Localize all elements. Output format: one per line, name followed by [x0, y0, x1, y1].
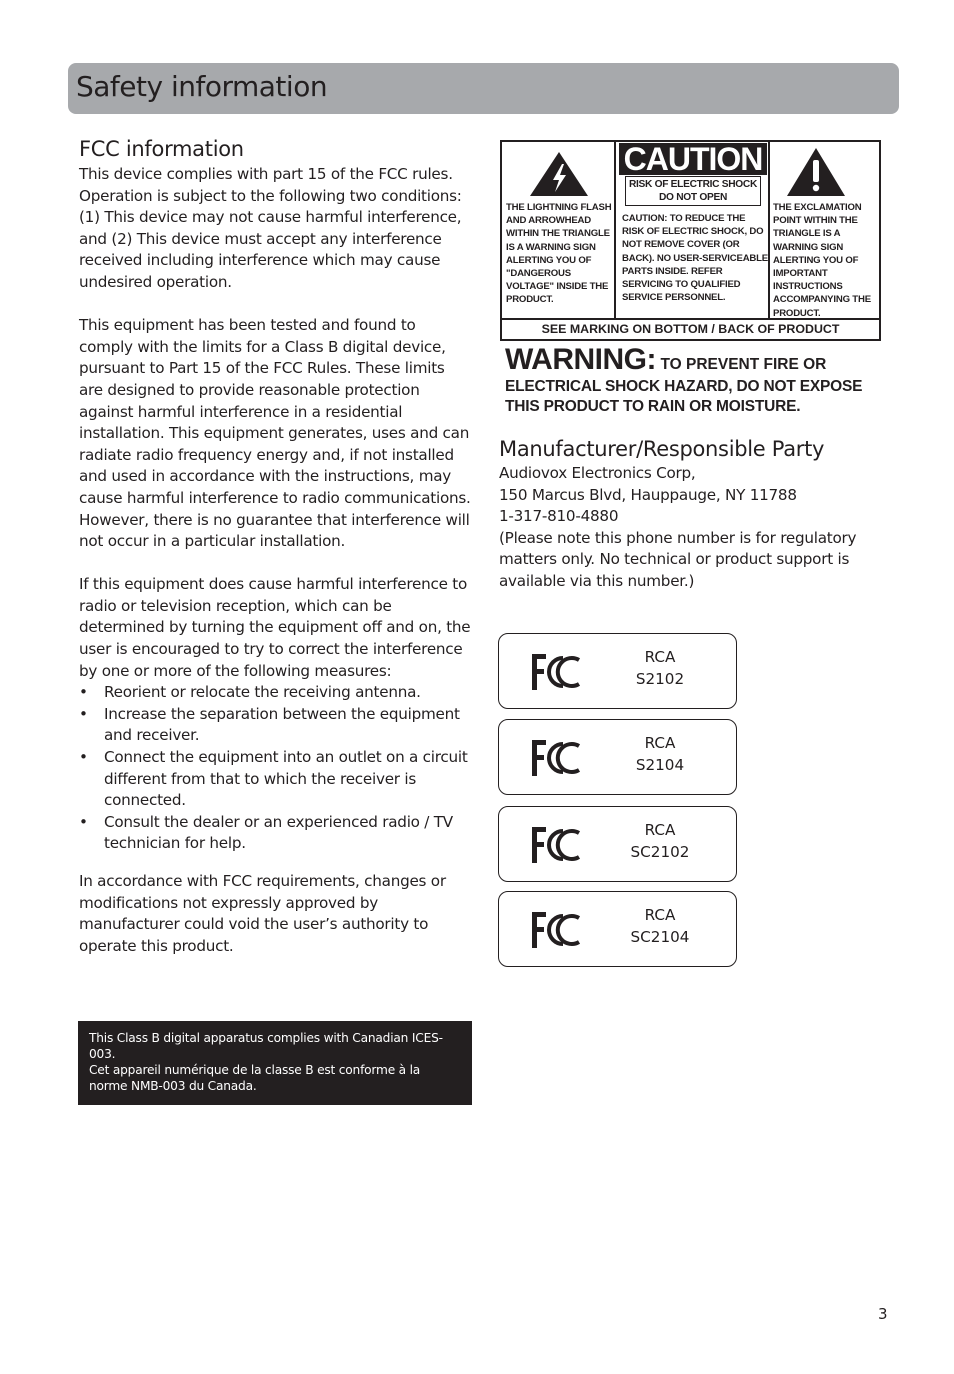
fcc-information-section: [79, 136, 471, 957]
page-number: 3: [878, 1305, 888, 1323]
fcc-compliance-card: [498, 806, 737, 882]
manufacturer-phone: 1-317-810-4880: [499, 507, 619, 526]
section-header-bar: [68, 63, 899, 114]
fcc-logo-icon: [530, 910, 584, 950]
list-item: • Reorient or relocate the receiving antenna.: [79, 682, 471, 704]
manufacturer-heading: Manufacturer/Responsible Party: [499, 437, 825, 461]
fcc-card-brand: RCA: [644, 648, 676, 666]
lightning-explanation-text: THE LIGHTNING FLASH AND ARROWHEAD WITHIN THE TRIANGLE IS A WARNING SIGN ALERTING YOU OF "DANGEROUS VOLTAGE" INSIDE THE PRODUCT.: [506, 202, 612, 306]
fcc-paragraph-2: This equipment has been tested and found to comply with the limits for a Class B digital device, pursuant to Part 15 of the FCC Rules. These limits are designed to provide reasonable protection against harmful interference in a residential installation. This equipment generates, uses and can radiate radio frequency energy and, if not installed and used in accordance with the instructions, may cause harmful interference to radio communications. However, there is no guarantee that interference will not occur in a particular installation.: [79, 316, 471, 551]
fcc-card-model: SC2104: [630, 928, 690, 946]
caution-right-cell: [770, 142, 881, 318]
fcc-compliance-card: [498, 719, 737, 795]
manufacturer-company: Audiovox Electronics Corp,: [499, 464, 696, 482]
fcc-card-model: S2102: [635, 670, 685, 688]
risk-line-1: RISK OF ELECTRIC SHOCK: [628, 179, 758, 190]
list-item: • Connect the equipment into an outlet on a circuit different from that to which the receiver is connected.: [79, 747, 471, 812]
exclamation-explanation-text: THE EXCLAMATION POINT WITHIN THE TRIANGLE IS A WARNING SIGN ALERTING YOU OF IMPORTANT INSTRUCTIONS ACCOMPANYING THE PRODUCT.: [773, 202, 871, 319]
caution-title: CAUTION: [619, 143, 767, 175]
caution-instruction-text: CAUTION: TO REDUCE THE RISK OF ELECTRIC SHOCK, DO NOT REMOVE COVER (OR BACK). NO USER-SERVICEABLE PARTS INSIDE. REFER SERVICING TO QUALIFIED SERVICE PERSONNEL.: [622, 213, 769, 304]
fcc-logo-icon: [530, 738, 584, 778]
fcc-logo-icon: [530, 652, 584, 692]
caution-label-panel: [500, 140, 881, 341]
risk-line-2: DO NOT OPEN: [658, 192, 728, 203]
lightning-triangle-icon: [528, 150, 590, 198]
page-title: Safety information: [76, 70, 328, 103]
caution-middle-cell: [616, 142, 770, 318]
warning-notice: [505, 343, 885, 416]
risk-of-shock-box: [625, 176, 761, 206]
fcc-paragraph-4: In accordance with FCC requirements, changes or modifications not expressly approved by manufacturer could void the user’s authority to operate this product.: [79, 872, 446, 955]
caution-left-cell: [502, 142, 616, 318]
fcc-logo-icon: [530, 825, 584, 865]
fcc-card-brand: RCA: [644, 906, 676, 924]
fcc-heading: FCC information: [79, 137, 244, 161]
caution-bottom-text: SEE MARKING ON BOTTOM / BACK OF PRODUCT: [502, 318, 879, 339]
fcc-paragraph-3: If this equipment does cause harmful interference to radio or television reception, which can be determined by turning the equipment off and on, the user is encouraged to try to correct the interference by one or more of the following measures:: [79, 575, 471, 680]
fcc-compliance-card: [498, 891, 737, 967]
fcc-card-model: S2104: [635, 756, 685, 774]
fcc-card-model: SC2102: [630, 843, 690, 861]
warning-rest: ELECTRICAL SHOCK HAZARD, DO NOT EXPOSE THIS PRODUCT TO RAIN OR MOISTURE.: [505, 378, 863, 415]
manufacturer-note: (Please note this phone number is for regulatory matters only. No technical or product support is available via this number.): [499, 528, 857, 590]
fcc-compliance-card: [498, 633, 737, 709]
fcc-card-brand: RCA: [644, 821, 676, 839]
exclamation-triangle-icon: [785, 146, 847, 198]
canada-compliance-box: [78, 1021, 472, 1105]
warning-line-1: TO PREVENT FIRE OR: [660, 356, 827, 373]
list-item: • Increase the separation between the equipment and receiver.: [79, 704, 471, 747]
list-item: • Consult the dealer or an experienced radio / TV technician for help.: [79, 812, 471, 855]
fcc-card-brand: RCA: [644, 734, 676, 752]
warning-word: WARNING:: [505, 343, 656, 376]
fcc-measures-list: [79, 682, 471, 855]
canada-french-text: Cet appareil numérique de la classe B est conforme à la norme NMB-003 du Canada.: [89, 1063, 421, 1093]
manufacturer-section: [499, 436, 879, 593]
manufacturer-address: 150 Marcus Blvd, Hauppauge, NY 11788: [499, 485, 797, 504]
canada-english-text: This Class B digital apparatus complies with Canadian ICES-003.: [89, 1031, 443, 1061]
fcc-paragraph-1: This device complies with part 15 of the FCC rules. Operation is subject to the following two conditions: (1) This device may not cause harmful interference, and (2) This device must accept any interference received including interference which may cause undesired operation.: [79, 165, 462, 291]
